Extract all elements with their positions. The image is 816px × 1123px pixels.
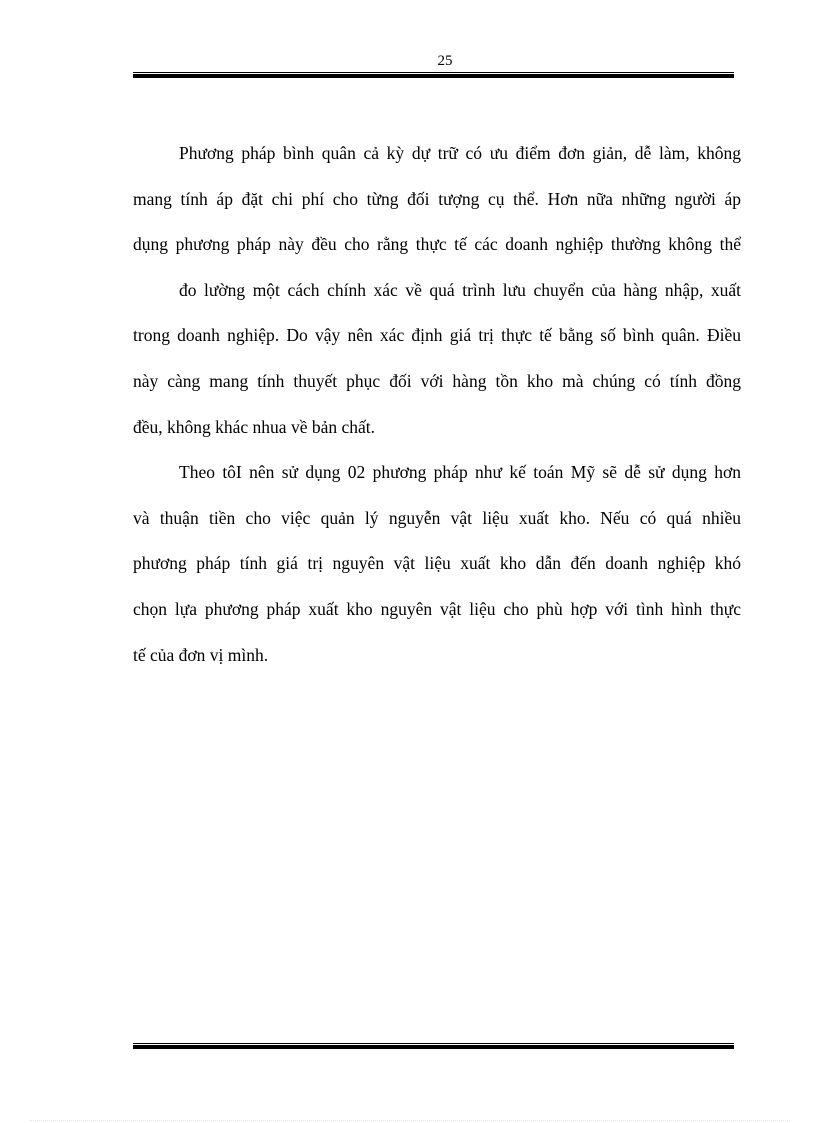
paragraph-line: Phương pháp bình quân cả kỳ dự trữ có ưu điểm đơn giản, dễ làm, không: [179, 143, 741, 163]
paragraph-line: phương pháp tính giá trị nguyên vật liệu xuất kho dẫn đến doanh nghiệp khó: [133, 553, 741, 574]
paragraph-line: trong doanh nghiệp. Do vậy nên xác định giá trị thực tế bằng số bình quân. Điều: [133, 325, 741, 346]
paragraph-line: mang tính áp đặt chi phí cho từng đối tượng cụ thể. Hơn nữa những người áp: [133, 188, 741, 209]
paragraph-line: Theo tôI nên sử dụng 02 phương pháp như kế toán Mỹ sẽ dễ sử dụng hơn: [179, 462, 741, 483]
paragraph-2: [133, 275, 741, 457]
paragraph-line: đều, không khác nhua về bản chất.: [133, 416, 376, 437]
paragraph-line: tế của đơn vị mình.: [133, 644, 269, 665]
paragraph-line: đo lường một cách chính xác về quá trình lưu chuyển của hàng nhập, xuất: [179, 279, 741, 300]
footer-rule-thick-line: [133, 1045, 734, 1049]
paragraph-line: dụng phương pháp này đều cho rằng thực tế các doanh nghiệp thường không thể: [133, 234, 741, 255]
paragraph-line: và thuận tiền cho việc quản lý nguyễn vật liệu xuất kho. Nếu có quá nhiều: [133, 507, 741, 528]
body-text: [133, 138, 741, 685]
paragraph-1: [133, 138, 741, 275]
header-rule-thick-line: [133, 74, 734, 78]
paragraph-line: chọn lựa phương pháp xuất kho nguyên vật liệu cho phù hợp với tình hình thực: [133, 598, 741, 619]
paragraph-line: này càng mang tính thuyết phục đối với hàng tồn kho mà chúng có tính đồng: [133, 370, 741, 391]
footer-rule: [133, 1043, 734, 1050]
header-rule: [133, 72, 734, 79]
footer-rule-thin-line: [133, 1043, 734, 1044]
page-number: 25: [437, 53, 453, 69]
header-rule-thin-line: [133, 72, 734, 73]
page-edge-dotted-line: [30, 1120, 790, 1122]
paragraph-3: [133, 457, 741, 685]
